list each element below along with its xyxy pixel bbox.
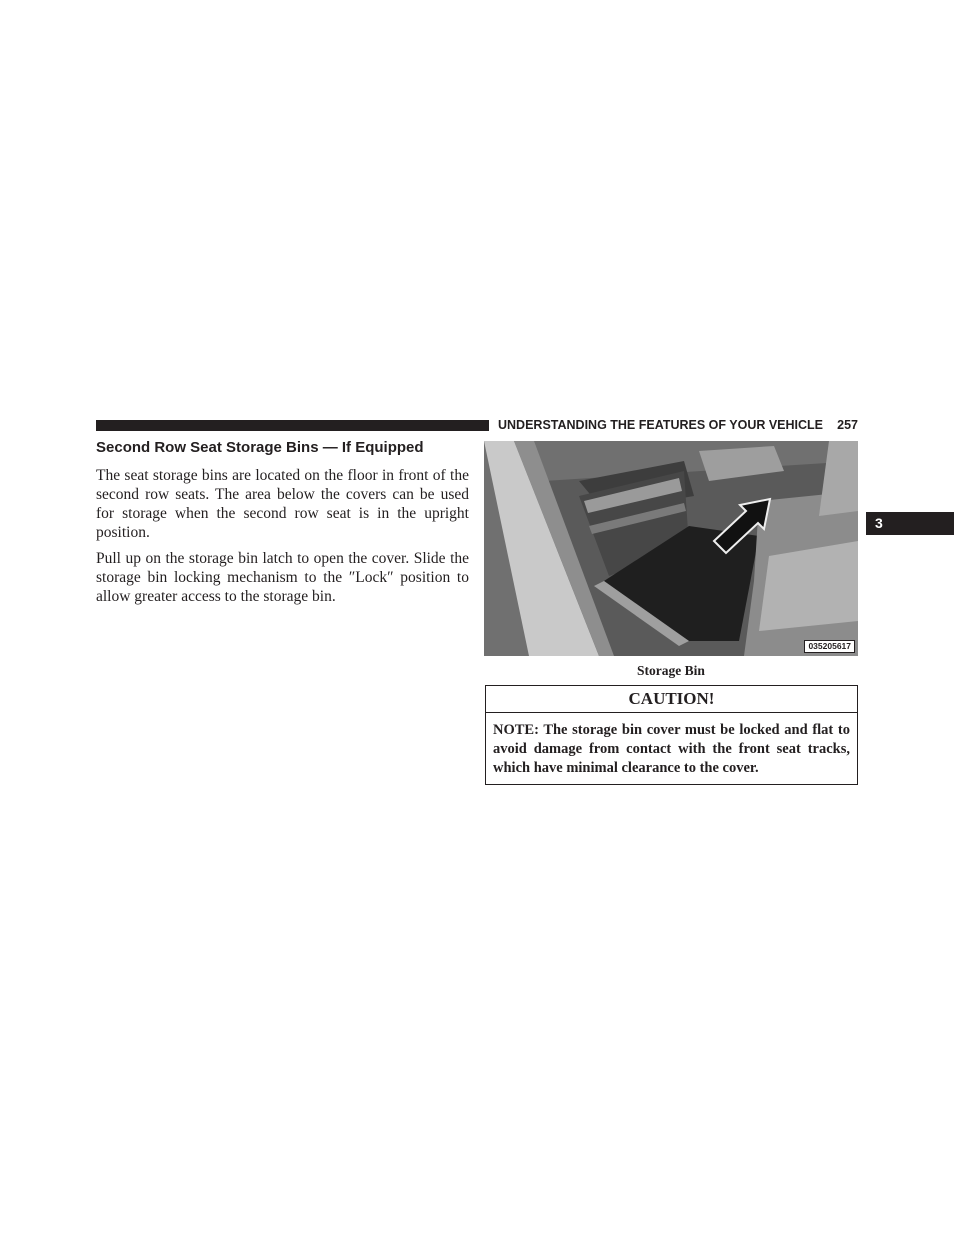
header-rule [96,420,489,431]
running-head [498,417,858,433]
section-title: Second Row Seat Storage Bins — If Equipped [96,439,424,456]
storage-bin-photo [484,441,858,656]
caution-box [485,685,858,785]
paragraph-2: Pull up on the storage bin latch to open the cover. Slide the storage bin locking mechanism to the ″Lock″ position to allow greater access to the storage bin. [96,550,469,605]
body-text [96,466,469,613]
figure-caption: Storage Bin [637,663,705,678]
caution-heading: CAUTION! [486,686,857,713]
storage-bin-illustration [484,441,858,656]
figure-code: 035205617 [804,640,855,653]
page-number: 257 [837,418,858,432]
chapter-tab[interactable]: 3 [866,512,954,535]
running-title: UNDERSTANDING THE FEATURES OF YOUR VEHICLE [498,418,824,432]
caution-text: NOTE: The storage bin cover must be locked and flat to avoid damage from contact with the front seat tracks, which have minimal clearance to the cover. [493,722,850,776]
paragraph-1: The seat storage bins are located on the floor in front of the second row seats. The area below the covers can be used for storage when the second row seat is in the upright position. [96,467,469,541]
